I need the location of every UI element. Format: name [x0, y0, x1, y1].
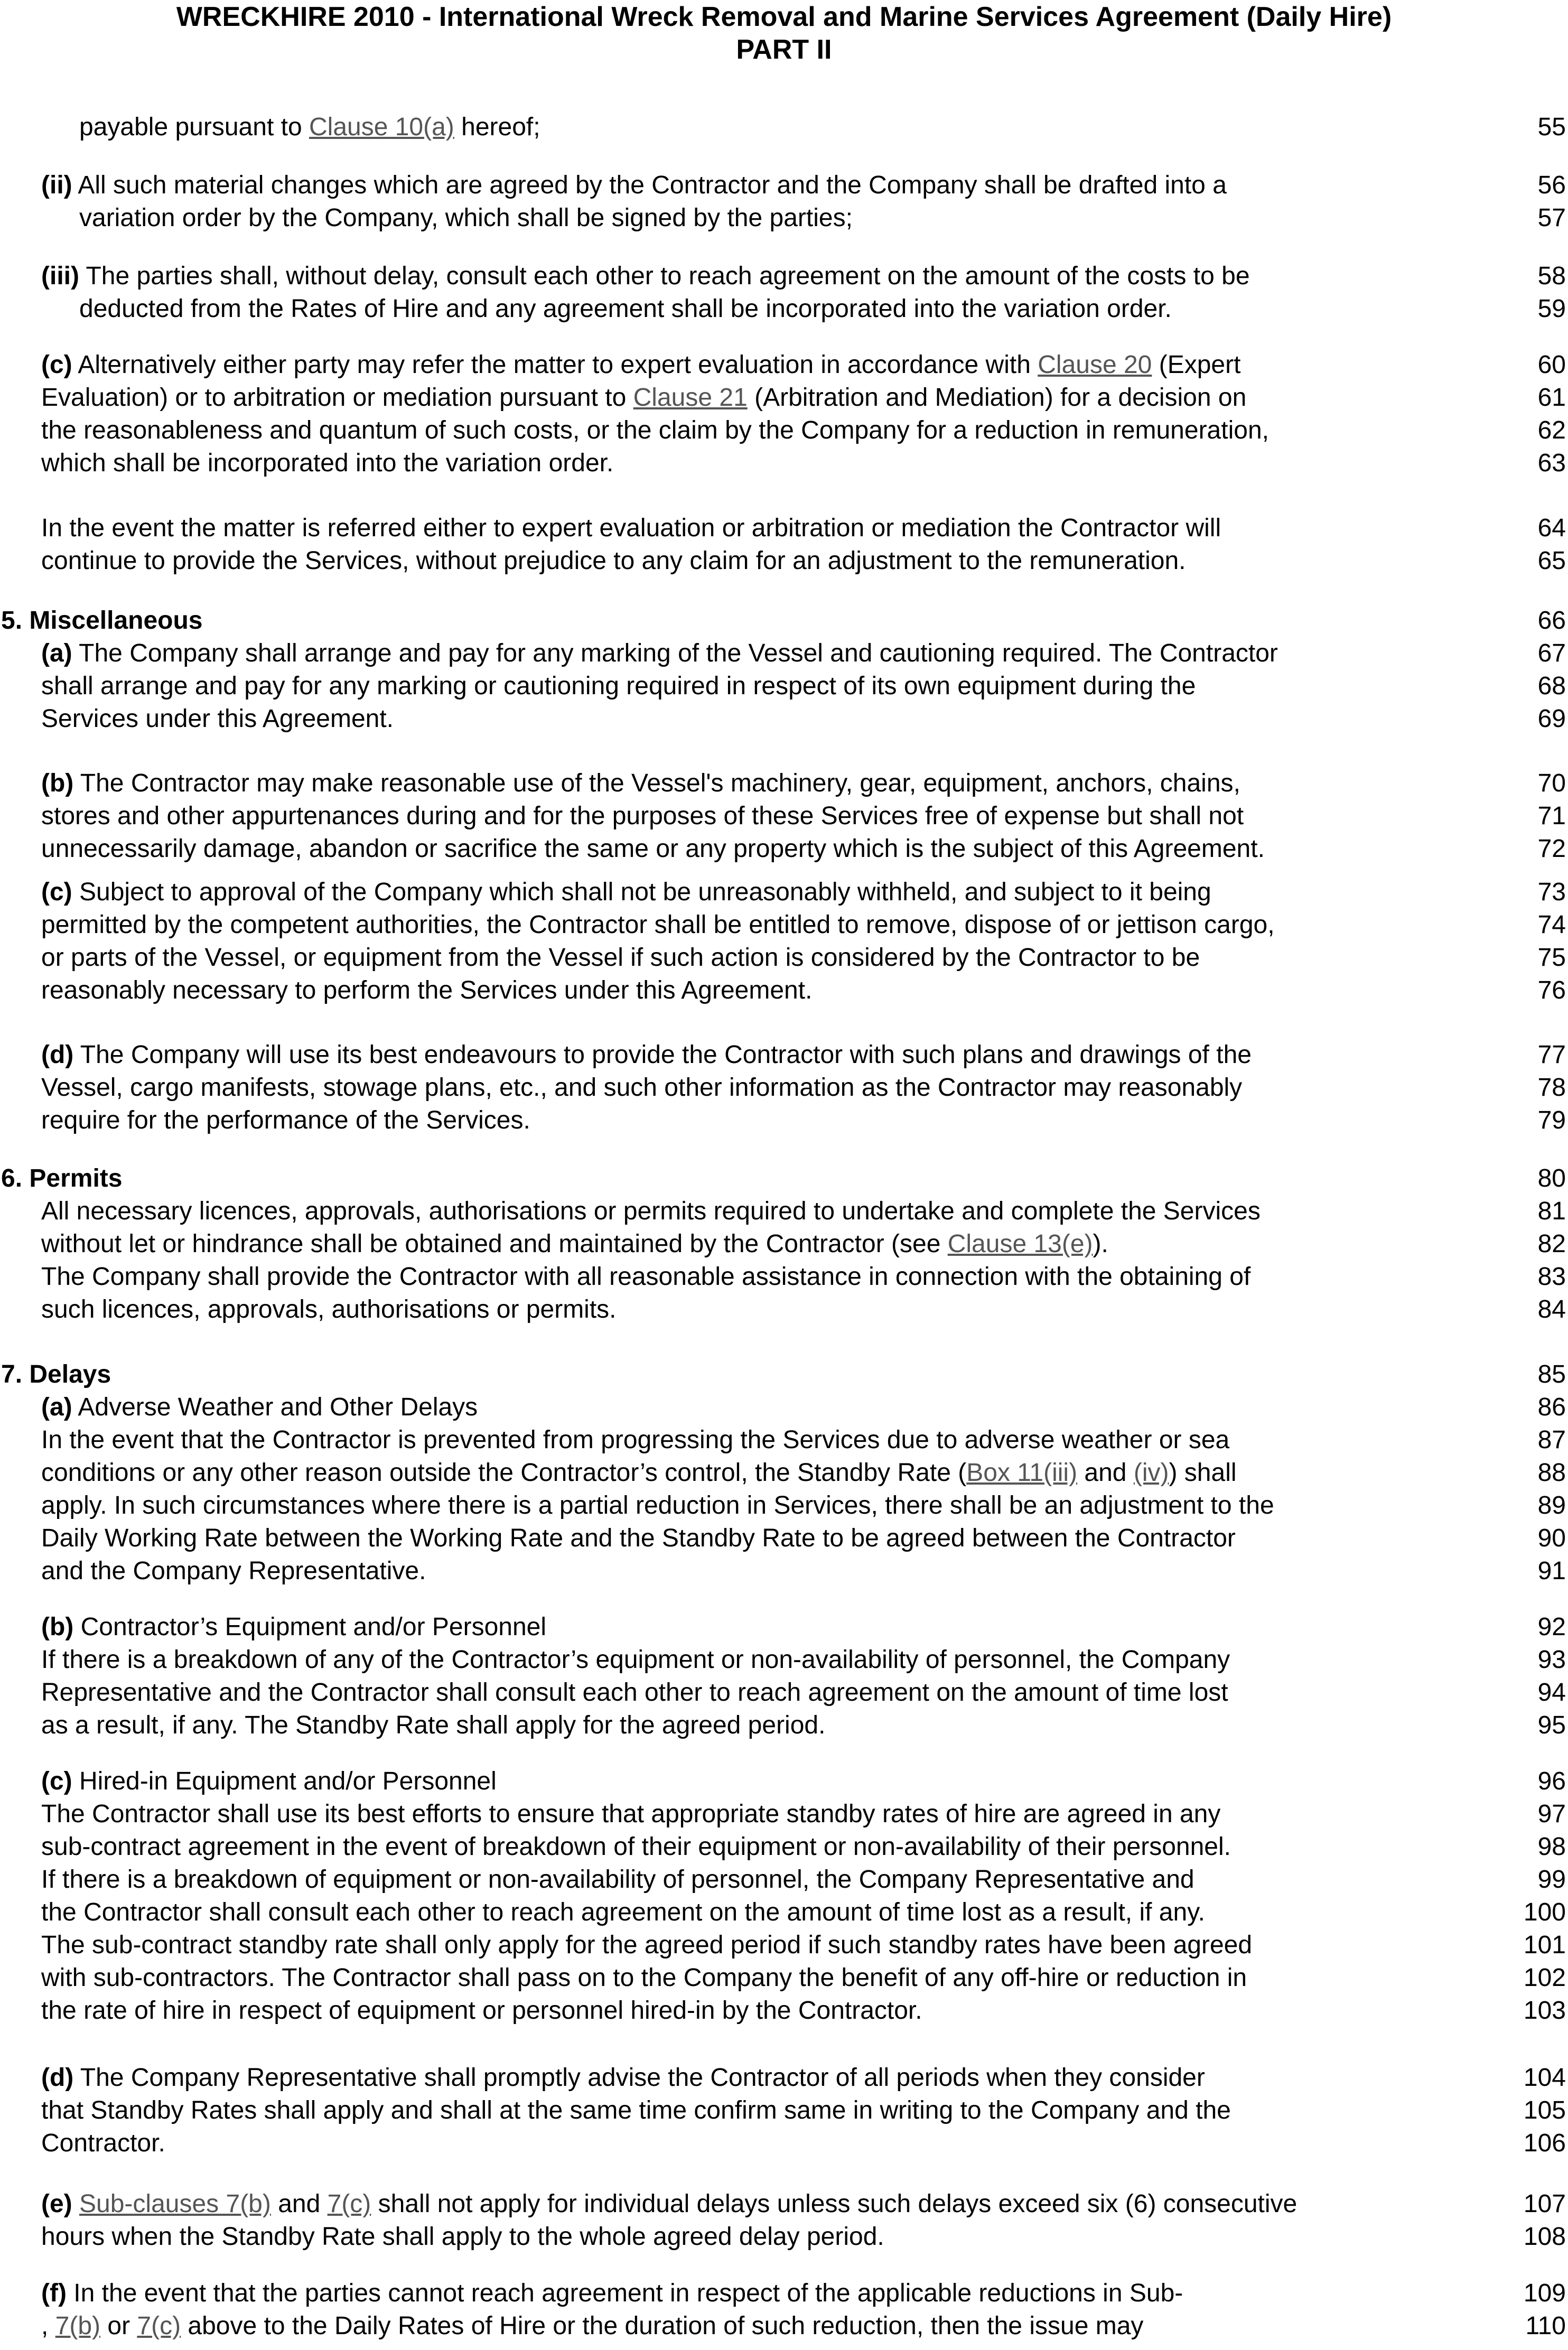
line-text — [41, 1039, 1252, 1071]
line-number: 88 — [1537, 1459, 1566, 1487]
line-text — [1, 1162, 122, 1195]
line-segment: without let or hindrance shall be obtained and maintained by the Contractor (see — [41, 1230, 948, 1258]
clause-label: (d) — [41, 2064, 74, 2092]
line-segment: The Company will use its best endeavours to provide the Contractor with such plans and drawings of the — [73, 1041, 1252, 1069]
line-segment: Representative and the Contractor shall consult each other to reach agreement on the amount of time lost — [41, 1678, 1228, 1706]
clause-line — [0, 349, 1568, 381]
line-number: 90 — [1537, 1524, 1566, 1552]
line-number: 89 — [1537, 1491, 1566, 1519]
line-segment: sub-contract agreement in the event of breakdown of their equipment or non-availability of their personnel. — [41, 1833, 1231, 1861]
line-number: 105 — [1523, 2096, 1566, 2124]
line-number: 95 — [1537, 1711, 1566, 1739]
clause-line — [0, 670, 1568, 703]
line-text — [1, 604, 203, 637]
line-text — [41, 2188, 1297, 2221]
clause-reference-link[interactable]: Clause 20 — [1038, 351, 1152, 379]
clause-line — [0, 2221, 1568, 2253]
clause-line — [0, 2277, 1568, 2310]
line-segment: The parties shall, without delay, consult each other to reach agreement on the amount of the costs to be — [79, 262, 1250, 290]
clause-line — [0, 1195, 1568, 1228]
clause-line — [0, 2062, 1568, 2094]
line-segment: payable pursuant to — [79, 113, 309, 141]
line-text — [41, 349, 1240, 381]
line-number: 106 — [1523, 2129, 1566, 2157]
line-text — [41, 1676, 1228, 1709]
clause-line — [0, 1489, 1568, 1522]
line-segment: as a result, if any. The Standby Rate shall apply for the agreed period. — [41, 1711, 826, 1739]
line-segment: Contractor’s Equipment and/or Personnel — [73, 1613, 547, 1641]
line-segment: In the event that the parties cannot reach agreement in respect of the applicable reductions in Sub- — [66, 2279, 1183, 2307]
clause-reference-link[interactable]: Clause 21 — [633, 384, 748, 412]
clause-line — [0, 1071, 1568, 1104]
clause-label: (b) — [41, 1613, 74, 1641]
line-number: 64 — [1537, 514, 1566, 542]
line-text — [41, 876, 1211, 909]
line-segment: and — [1077, 1459, 1134, 1487]
clause-line — [0, 1522, 1568, 1555]
clause-line — [0, 1039, 1568, 1071]
line-segment: the rate of hire in respect of equipment or personnel hired-in by the Contractor. — [41, 1997, 922, 2025]
line-segment: Alternatively either party may refer the matter to expert evaluation in accordance with — [72, 351, 1038, 379]
document-part: PART II — [736, 34, 832, 65]
clause-line — [0, 1962, 1568, 1994]
line-segment: Subject to approval of the Company which shall not be unreasonably withheld, and subject to it being — [72, 878, 1211, 906]
clause-label: (a) — [41, 1393, 72, 1421]
line-number: 61 — [1537, 384, 1566, 412]
clause-line — [0, 1424, 1568, 1457]
line-number: 72 — [1537, 835, 1566, 863]
clause-line — [0, 2188, 1568, 2221]
clause-line — [0, 2094, 1568, 2127]
line-segment: which shall be incorporated into the variation order. — [41, 449, 614, 477]
clause-line — [0, 767, 1568, 800]
clause-line — [0, 1293, 1568, 1326]
line-segment: unnecessarily damage, abandon or sacrifice the same or any property which is the subject of this Agreement. — [41, 835, 1265, 863]
clause-line — [0, 1831, 1568, 1863]
line-segment: Adverse Weather and Other Delays — [72, 1393, 478, 1421]
line-text — [41, 974, 812, 1007]
line-number: 57 — [1537, 204, 1566, 232]
line-text — [41, 512, 1221, 545]
clause-reference-link[interactable]: Clause 13(e) — [947, 1230, 1093, 1258]
line-number: 96 — [1537, 1767, 1566, 1795]
line-text — [41, 260, 1250, 293]
clause-line — [0, 909, 1568, 941]
line-segment: shall arrange and pay for any marking or cautioning required in respect of its own equipment during the — [41, 672, 1196, 700]
line-segment: All necessary licences, approvals, authorisations or permits required to undertake and complete the Services — [41, 1197, 1261, 1225]
line-number: 92 — [1537, 1613, 1566, 1641]
line-number: 67 — [1537, 639, 1566, 667]
line-number: 108 — [1523, 2223, 1566, 2251]
line-number: 100 — [1523, 1898, 1566, 1926]
clause-line — [0, 545, 1568, 577]
line-text — [41, 1798, 1220, 1831]
line-text — [1, 1358, 111, 1391]
clause-label: (c) — [41, 878, 72, 906]
line-text — [41, 2094, 1231, 2127]
line-number: 94 — [1537, 1678, 1566, 1706]
clause-line — [0, 1765, 1568, 1798]
line-number: 56 — [1537, 171, 1566, 199]
line-text — [41, 909, 1275, 941]
clause-line — [0, 293, 1568, 325]
line-segment: Hired-in Equipment and/or Personnel — [72, 1767, 497, 1795]
line-text — [41, 1896, 1205, 1929]
line-text — [41, 2062, 1205, 2094]
line-text — [41, 447, 613, 480]
line-text — [41, 1611, 546, 1644]
line-text — [41, 1261, 1250, 1293]
clause-line — [0, 800, 1568, 833]
line-text — [79, 111, 540, 144]
line-text — [41, 169, 1227, 202]
line-number: 82 — [1537, 1230, 1566, 1258]
clause-line — [0, 703, 1568, 735]
line-segment: Services under this Agreement. — [41, 705, 394, 733]
line-segment: If there is a breakdown of any of the Contractor’s equipment or non-availability of personnel, the Company — [41, 1646, 1230, 1674]
clause-line — [0, 974, 1568, 1007]
line-segment: stores and other appurtenances during and for the purposes of these Services free of expense but shall not — [41, 802, 1244, 830]
line-text — [41, 381, 1246, 414]
line-text — [41, 637, 1278, 670]
clause-line — [0, 447, 1568, 480]
line-segment: such licences, approvals, authorisations or permits. — [41, 1295, 617, 1323]
clause-line — [0, 1358, 1568, 1391]
line-number: 68 — [1537, 672, 1566, 700]
clause-line — [0, 1644, 1568, 1676]
clause-reference-link[interactable]: Box 11(iii) — [966, 1459, 1078, 1487]
line-text — [41, 1994, 922, 2027]
line-segment: and the Company Representative. — [41, 1557, 426, 1585]
line-text — [41, 1644, 1230, 1676]
clause-reference-link[interactable]: Sub-clauses 7(b) — [79, 2190, 271, 2218]
line-number: 109 — [1523, 2279, 1566, 2307]
line-number: 75 — [1537, 944, 1566, 972]
line-segment: apply. In such circumstances where there is a partial reduction in Services, there shall be an adjustment to the — [41, 1491, 1274, 1519]
line-segment: The Contractor may make reasonable use of the Vessel's machinery, gear, equipment, anchors, chains, — [73, 769, 1240, 797]
line-segment: above to the Daily Rates of Hire or the duration of such reduction, then the issue may — [181, 2312, 1144, 2340]
line-text — [41, 2127, 165, 2160]
clause-label: (a) — [41, 639, 72, 667]
line-text — [41, 545, 1186, 577]
line-text — [41, 1765, 497, 1798]
line-number: 74 — [1537, 911, 1566, 939]
line-number: 66 — [1537, 607, 1566, 635]
line-number: 81 — [1537, 1197, 1566, 1225]
line-number: 93 — [1537, 1646, 1566, 1674]
line-number: 107 — [1523, 2190, 1566, 2218]
line-number: 59 — [1537, 295, 1566, 323]
line-segment: Evaluation) or to arbitration or mediation pursuant to — [41, 384, 633, 412]
line-number: 80 — [1537, 1164, 1566, 1192]
line-segment: deducted from the Rates of Hire and any agreement shall be incorporated into the variation order. — [79, 295, 1172, 323]
line-text — [41, 670, 1196, 703]
clause-label: (c) — [41, 351, 72, 379]
clause-label: 7. Delays — [1, 1360, 111, 1388]
line-segment: All such material changes which are agreed by the Contractor and the Company shall be drafted into a — [72, 171, 1227, 199]
line-segment: variation order by the Company, which shall be signed by the parties; — [79, 204, 853, 232]
line-segment: shall not apply for individual delays unless such delays exceed six (6) consecutive — [371, 2190, 1298, 2218]
clause-reference-link[interactable]: 7(c) — [327, 2190, 371, 2218]
line-number: 85 — [1537, 1360, 1566, 1388]
clause-label: (c) — [41, 1767, 72, 1795]
clause-line — [0, 2310, 1568, 2343]
line-segment: or — [100, 2312, 137, 2340]
clause-label: 5. Miscellaneous — [1, 607, 203, 635]
line-segment: hereof; — [454, 113, 540, 141]
clause-label: (d) — [41, 1041, 74, 1069]
clause-reference-link[interactable]: 7(b) — [55, 2312, 101, 2340]
line-number: 76 — [1537, 976, 1566, 1004]
line-text — [41, 1863, 1194, 1896]
clause-line — [0, 637, 1568, 670]
clause-line — [0, 1994, 1568, 2027]
line-number: 63 — [1537, 449, 1566, 477]
line-number: 102 — [1523, 1964, 1566, 1992]
line-text — [41, 833, 1265, 865]
line-number: 84 — [1537, 1295, 1566, 1323]
line-text — [41, 1522, 1236, 1555]
clause-line — [0, 1104, 1568, 1137]
line-segment: the reasonableness and quantum of such costs, or the claim by the Company for a reduction in remuneration, — [41, 416, 1269, 444]
line-segment: continue to provide the Services, without prejudice to any claim for an adjustment to the remuneration. — [41, 547, 1186, 575]
clause-line — [0, 260, 1568, 293]
clause-line — [0, 1676, 1568, 1709]
line-segment: reasonably necessary to perform the Services under this Agreement. — [41, 976, 813, 1004]
document-title: WRECKHIRE 2010 - International Wreck Removal and Marine Services Agreement (Daily Hire) — [176, 2, 1392, 32]
line-number: 79 — [1537, 1106, 1566, 1134]
line-text — [41, 1929, 1252, 1962]
clause-line — [0, 414, 1568, 447]
clause-label: (f) — [41, 2279, 67, 2307]
clause-line — [0, 169, 1568, 202]
line-number: 78 — [1537, 1074, 1566, 1102]
line-number: 62 — [1537, 416, 1566, 444]
clause-line — [0, 2127, 1568, 2160]
line-segment: If there is a breakdown of equipment or non-availability of personnel, the Company Representative and — [41, 1866, 1194, 1894]
clause-line — [0, 1555, 1568, 1588]
clause-line — [0, 111, 1568, 144]
line-segment: , — [41, 2312, 55, 2340]
clause-line — [0, 381, 1568, 414]
clause-line — [0, 1611, 1568, 1644]
line-text — [41, 1104, 530, 1137]
clause-line — [0, 833, 1568, 865]
line-segment: The Company Representative shall promptly advise the Contractor of all periods when they consider — [73, 2064, 1205, 2092]
line-number: 98 — [1537, 1833, 1566, 1861]
clause-line — [0, 512, 1568, 545]
line-text — [41, 2277, 1183, 2310]
line-segment: In the event that the Contractor is prevented from progressing the Services due to adverse weather or sea — [41, 1426, 1230, 1454]
line-text — [41, 414, 1269, 447]
line-segment: The Company shall arrange and pay for any marking of the Vessel and cautioning required. The Contractor — [72, 639, 1278, 667]
line-number: 104 — [1523, 2064, 1566, 2092]
line-number: 83 — [1537, 1263, 1566, 1291]
clause-line — [0, 876, 1568, 909]
line-segment: or parts of the Vessel, or equipment from the Vessel if such action is considered by the Contractor to be — [41, 944, 1200, 972]
clause-label: (ii) — [41, 171, 72, 199]
clause-line — [0, 1798, 1568, 1831]
line-segment: permitted by the competent authorities, the Contractor shall be entitled to remove, dispose of or jettison cargo, — [41, 911, 1275, 939]
clause-line — [0, 1896, 1568, 1929]
line-number: 69 — [1537, 705, 1566, 733]
line-segment — [72, 2190, 79, 2218]
line-segment: the Contractor shall consult each other to reach agreement on the amount of time lost as a result, if any. — [41, 1898, 1205, 1926]
line-segment: In the event the matter is referred either to expert evaluation or arbitration or mediation the Contractor will — [41, 514, 1221, 542]
clause-line — [0, 1162, 1568, 1195]
clause-line — [0, 941, 1568, 974]
line-text — [41, 1555, 426, 1588]
clause-label: (b) — [41, 769, 74, 797]
line-text — [41, 1831, 1231, 1863]
line-number: 70 — [1537, 769, 1566, 797]
line-text — [41, 2221, 884, 2253]
line-segment: Contractor. — [41, 2129, 165, 2157]
clause-line — [0, 1709, 1568, 1742]
line-text — [41, 941, 1200, 974]
line-text — [41, 1962, 1247, 1994]
line-number: 55 — [1537, 113, 1566, 141]
clause-line — [0, 1863, 1568, 1896]
line-number: 91 — [1537, 1557, 1566, 1585]
line-segment: The Company shall provide the Contractor with all reasonable assistance in connection with the obtaining of — [41, 1263, 1251, 1291]
line-segment: (Arbitration and Mediation) for a decision on — [747, 384, 1247, 412]
line-text — [41, 1709, 825, 1742]
line-segment: Vessel, cargo manifests, stowage plans, etc., and such other information as the Contractor may reasonably — [41, 1074, 1243, 1102]
line-segment: (Expert — [1152, 351, 1241, 379]
line-segment: require for the performance of the Services. — [41, 1106, 530, 1134]
line-number: 110 — [1525, 2312, 1566, 2340]
line-text — [41, 800, 1244, 833]
clause-reference-link[interactable]: 7(c) — [137, 2312, 181, 2340]
line-number: 60 — [1537, 351, 1566, 379]
line-text — [41, 767, 1240, 800]
line-segment: conditions or any other reason outside the Contractor’s control, the Standby Rate ( — [41, 1459, 967, 1487]
clause-label: (iii) — [41, 262, 79, 290]
line-text — [41, 2310, 1143, 2343]
line-text — [41, 1424, 1229, 1457]
clause-line — [0, 1261, 1568, 1293]
line-text — [41, 1489, 1274, 1522]
line-segment: Daily Working Rate between the Working Rate and the Standby Rate to be agreed between the Contractor — [41, 1524, 1236, 1552]
clause-line — [0, 1228, 1568, 1261]
line-number: 103 — [1523, 1997, 1566, 2025]
line-text — [79, 293, 1172, 325]
line-text — [41, 1228, 1108, 1261]
line-segment: hours when the Standby Rate shall apply to the whole agreed delay period. — [41, 2223, 884, 2251]
line-segment: that Standby Rates shall apply and shall at the same time confirm same in writing to the Company and the — [41, 2096, 1231, 2124]
line-number: 58 — [1537, 262, 1566, 290]
line-segment: ). — [1093, 1230, 1108, 1258]
line-segment: and — [270, 2190, 328, 2218]
line-number: 97 — [1537, 1800, 1566, 1828]
clause-line — [0, 1391, 1568, 1424]
clause-reference-link[interactable]: (iv) — [1133, 1459, 1169, 1487]
clause-label: (e) — [41, 2190, 72, 2218]
line-number: 86 — [1537, 1393, 1566, 1421]
line-text — [41, 1457, 1237, 1489]
line-number: 77 — [1537, 1041, 1566, 1069]
line-text — [79, 202, 853, 235]
line-number: 101 — [1523, 1931, 1566, 1959]
line-segment: The sub-contract standby rate shall only apply for the agreed period if such standby rates have been agreed — [41, 1931, 1253, 1959]
line-text — [41, 1195, 1261, 1228]
line-number: 99 — [1537, 1866, 1566, 1894]
line-number: 87 — [1537, 1426, 1566, 1454]
line-text — [41, 1391, 478, 1424]
clause-line — [0, 1929, 1568, 1962]
line-segment: ) shall — [1169, 1459, 1237, 1487]
clause-reference-link[interactable]: Clause 10(a) — [309, 113, 454, 141]
line-number: 73 — [1537, 878, 1566, 906]
line-text — [41, 1071, 1242, 1104]
clause-line — [0, 202, 1568, 235]
line-segment: with sub-contractors. The Contractor shall pass on to the Company the benefit of any off-hire or reduction in — [41, 1964, 1247, 1992]
clause-line — [0, 604, 1568, 637]
clause-line — [0, 1457, 1568, 1489]
line-segment: The Contractor shall use its best efforts to ensure that appropriate standby rates of hire are agreed in any — [41, 1800, 1221, 1828]
clause-label: 6. Permits — [1, 1164, 123, 1192]
line-text — [41, 1293, 617, 1326]
line-number: 65 — [1537, 547, 1566, 575]
line-number: 71 — [1537, 802, 1566, 830]
line-text — [41, 703, 394, 735]
